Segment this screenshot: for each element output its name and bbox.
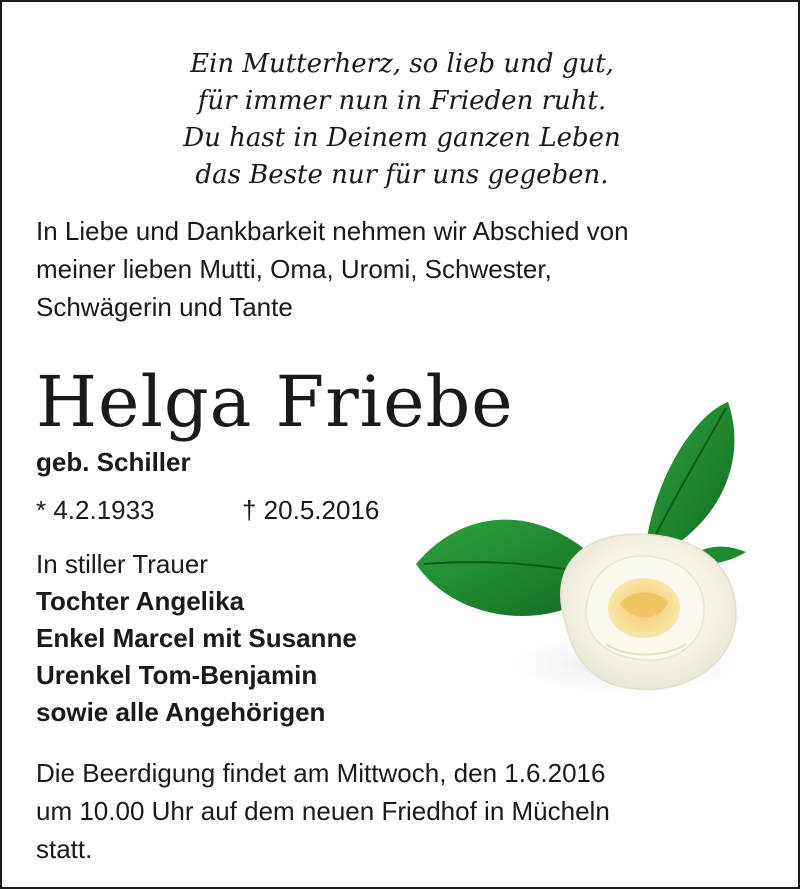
memorial-poem <box>2 46 800 194</box>
mourner-name: Urenkel Tom-Benjamin <box>36 660 318 690</box>
farewell-intro <box>36 212 776 326</box>
poem-line: für immer nun in Frieden ruht. <box>197 86 607 116</box>
death-date: † 20.5.2016 <box>242 495 380 525</box>
intro-line: In Liebe und Dankbarkeit nehmen wir Abschied von <box>36 216 629 246</box>
poem-line: Ein Mutterherz, so lieb und gut, <box>190 49 614 79</box>
funeral-line: um 10.00 Uhr auf dem neuen Friedhof in Mücheln <box>36 796 610 826</box>
mourner-name: Tochter Angelika <box>36 586 245 616</box>
funeral-line: Die Beerdigung findet am Mittwoch, den 1.6.2016 <box>36 758 606 788</box>
intro-line: Schwägerin und Tante <box>36 292 293 322</box>
funeral-info <box>36 754 776 868</box>
mourners-list <box>36 546 357 731</box>
intro-line: meiner lieben Mutti, Oma, Uromi, Schwester, <box>36 254 552 284</box>
deceased-name: Helga Friebe <box>36 361 514 443</box>
mourner-name: Enkel Marcel mit Susanne <box>36 623 357 653</box>
poem-line: das Beste nur für uns gegeben. <box>195 160 609 190</box>
maiden-name: geb. Schiller <box>36 447 191 477</box>
poem-line: Du hast in Deinem ganzen Leben <box>183 123 621 153</box>
mourning-heading: In stiller Trauer <box>36 549 208 579</box>
birth-date: * 4.2.1933 <box>36 495 155 525</box>
life-dates <box>36 492 380 528</box>
mourner-name: sowie alle Angehörigen <box>36 697 326 727</box>
funeral-line: statt. <box>36 834 93 864</box>
